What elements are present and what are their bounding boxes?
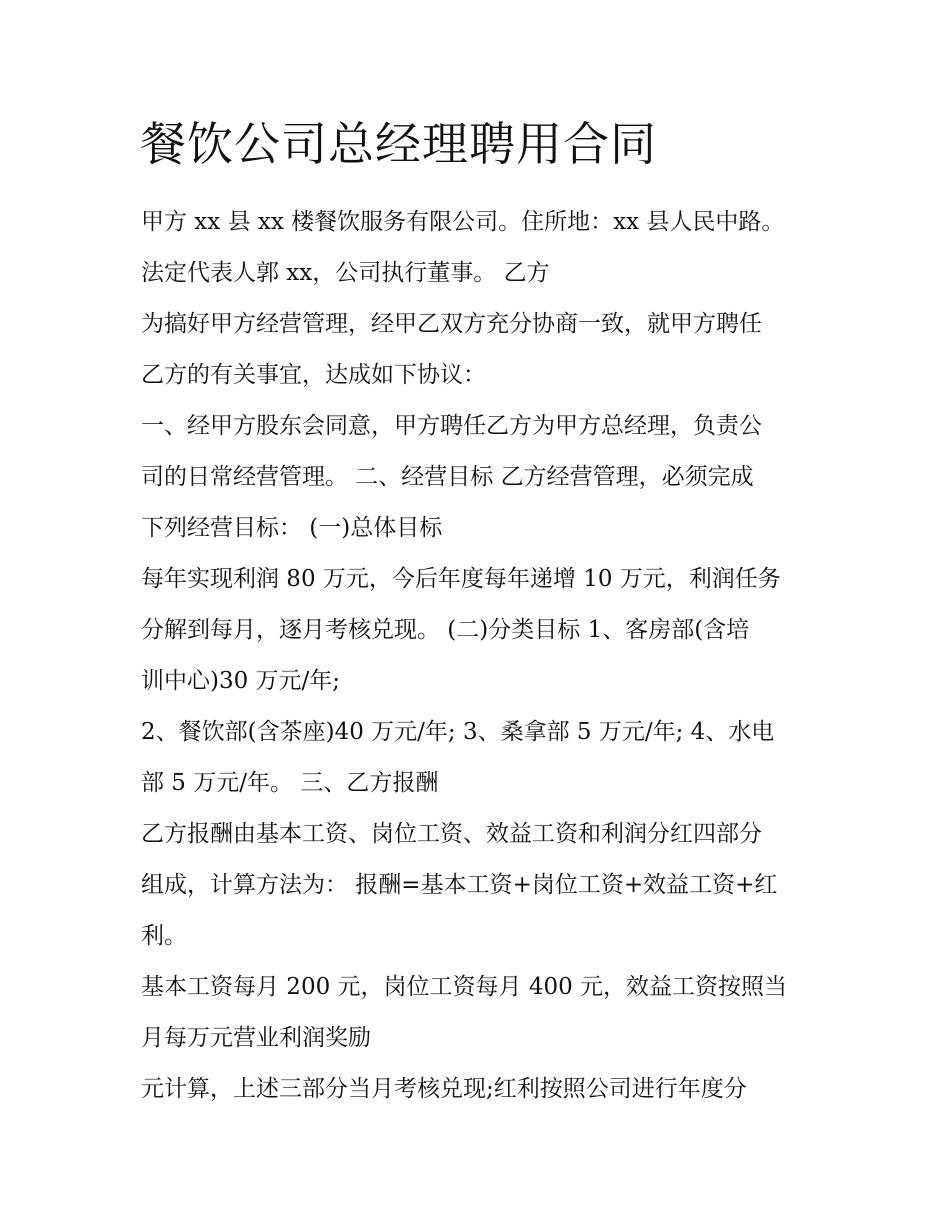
body-line-3: 为搞好甲方经营管理，经甲乙双方充分协商一致，就甲方聘任 — [141, 311, 762, 337]
body-line-12: 部 5 万元/年。 三、乙方报酬 — [141, 770, 439, 796]
body-line-14: 组成，计算方法为： 报酬=基本工资+岗位工资+效益工资+红 — [141, 872, 778, 898]
body-line-2: 法定代表人郭 xx，公司执行董事。 乙方 — [141, 260, 550, 286]
body-line-8: 每年实现利润 80 万元，今后年度每年递增 10 万元，利润任务 — [141, 566, 781, 592]
body-line-9: 分解到每月，逐月考核兑现。 (二)分类目标 1、客房部(含培 — [141, 617, 750, 643]
body-line-13: 乙方报酬由基本工资、岗位工资、效益工资和利润分红四部分 — [141, 821, 762, 847]
document-title: 餐饮公司总经理聘用合同 — [140, 117, 657, 171]
body-line-1: 甲方 xx 县 xx 楼餐饮服务有限公司。住所地：xx 县人民中路。 — [141, 209, 785, 235]
body-line-16: 基本工资每月 200 元，岗位工资每月 400 元，效益工资按照当 — [141, 974, 788, 1000]
body-line-10: 训中心)30 万元/年; — [141, 668, 341, 694]
body-line-15: 利。 — [141, 923, 187, 949]
document-body — [141, 197, 821, 1115]
body-line-5: 一、经甲方股东会同意，甲方聘任乙方为甲方总经理，负责公 — [141, 413, 762, 439]
body-line-18: 元计算，上述三部分当月考核兑现;红利按照公司进行年度分 — [141, 1076, 747, 1102]
body-line-17: 月每万元营业利润奖励 — [141, 1025, 371, 1051]
body-line-7: 下列经营目标： (一)总体目标 — [141, 515, 443, 541]
body-line-11: 2、餐饮部(含茶座)40 万元/年; 3、桑拿部 5 万元/年; 4、水电 — [141, 719, 775, 745]
body-line-4: 乙方的有关事宜，达成如下协议： — [141, 362, 486, 388]
body-line-6: 司的日常经营管理。 二、经营目标 乙方经营管理，必须完成 — [141, 464, 754, 490]
